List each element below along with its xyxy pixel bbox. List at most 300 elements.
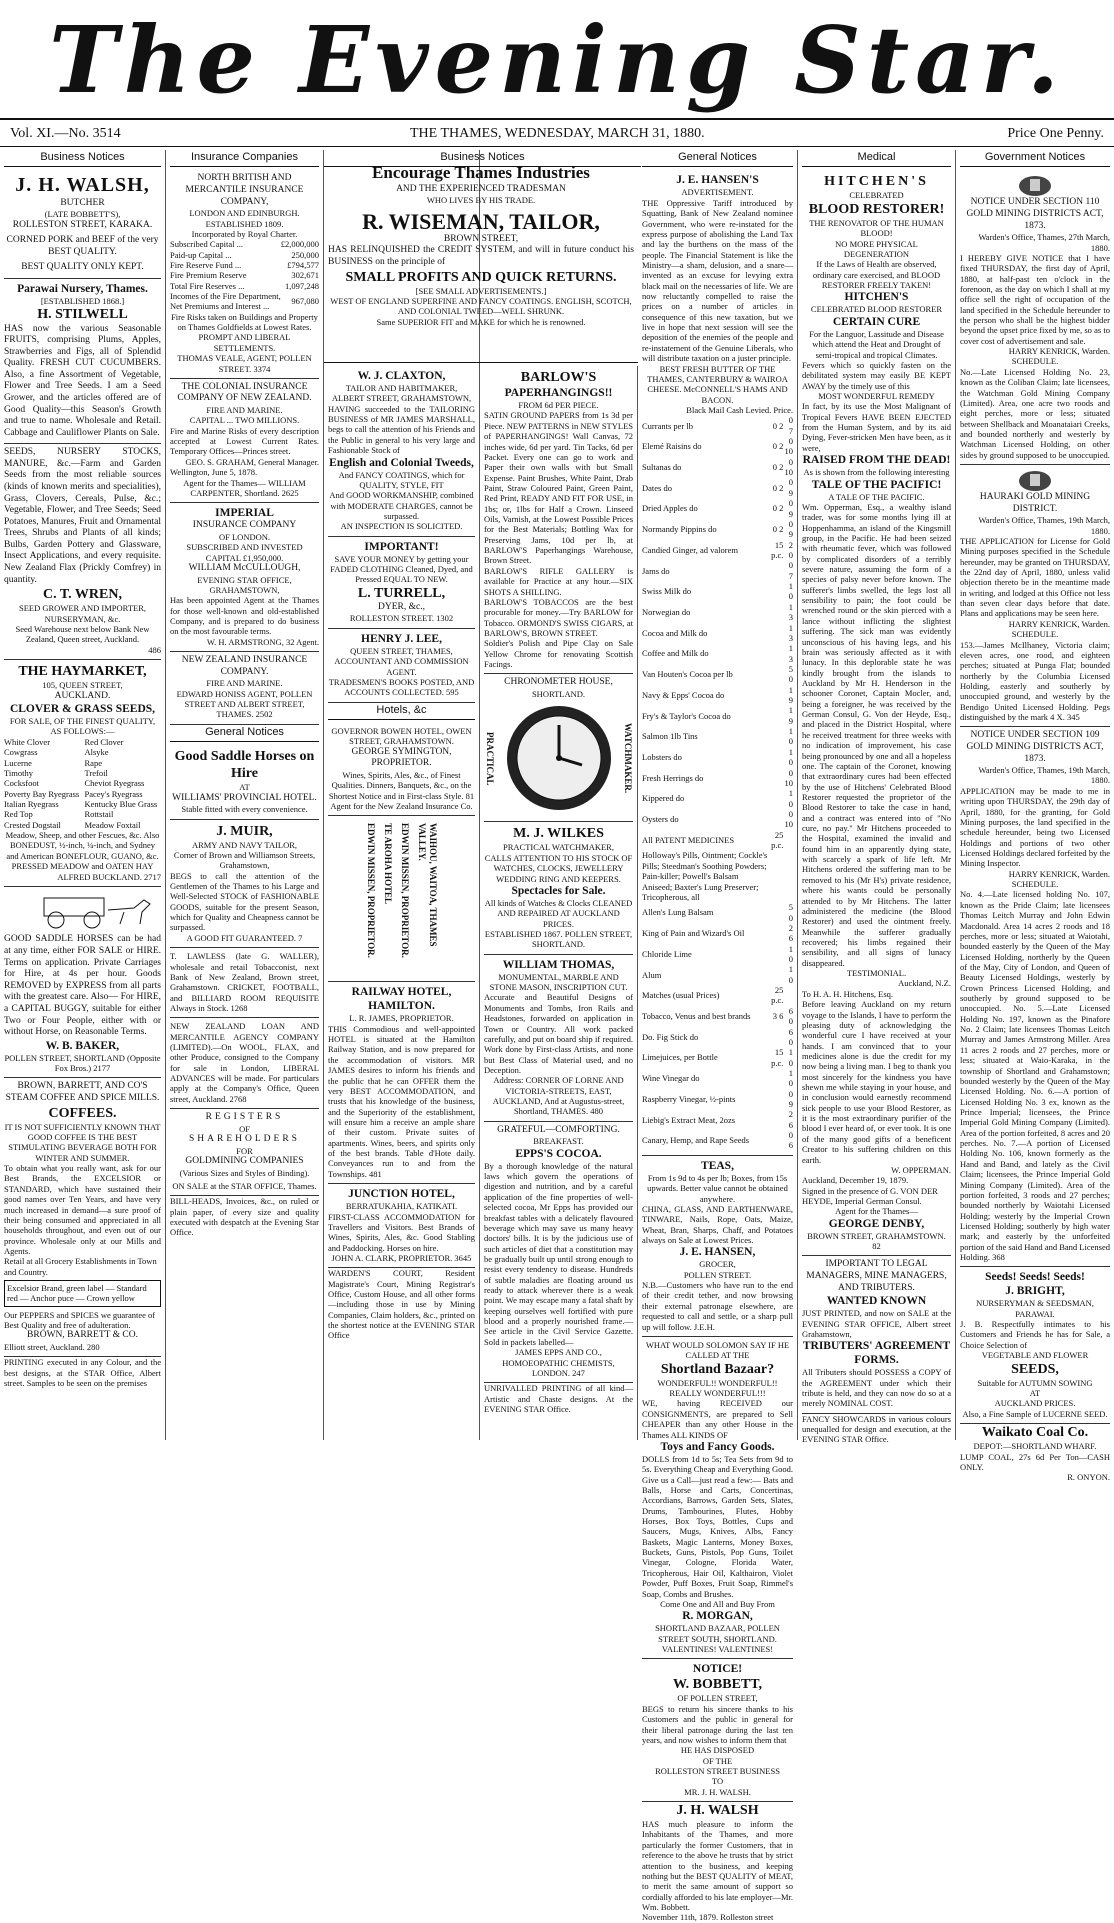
vertical-text: TE AROHA HOTEL [383,823,394,905]
nb-capital-table [170,239,319,312]
imperial-city: OF LONDON. [219,531,270,542]
row-label: Fire Reserve Fund ... [170,259,242,270]
agent-for: Agent for the Thames— [835,1206,918,1217]
warden-court-notice: WARDEN'S COURT, Resident Magistrate's Court, Mining Registrar's Office, Custom House, and all other forms—including those in use by Mining Companies, Claim holders, &c., printed on the shortest notice at the EVENING STAR Office [328,1268,475,1341]
bobbett-name: W. BOBBETT, [672,1677,763,1693]
haymarket-sub: FOR SALE, OF THE FINEST QUALITY, AS FOLLOWS:— [9,716,156,737]
bazaar-one: Come One and All and Buy From [660,1598,775,1609]
reg-2: OF [239,1123,250,1134]
railway-body: THIS Commodious and well-appointed HOTEL is situated at the Hamilton Railway Station, and is now prepared for the accommodation of visitors. MR JAMES desires to inform his friends and the public that he can OFFER them the very BEST ACCOMMODATION, and trusts that his knowledge of the business, and the Superiority of the establishment, will ensure him a receive an ample share of their custom. Private suites of apartments. Wines, beers, and spirits only of the best brands. Table d'Hote daily. Conveyances run to and from the Townships. 481 [328,1023,475,1179]
nursery-est: [ESTABLISHED 1868.] [40,296,125,307]
horses-head: Good Saddle Horses on Hire [174,749,315,782]
tributers-forms: TRIBUTERS' AGREEMENT FORMS. [802,1340,951,1367]
item-price [769,1089,783,1110]
wren-ad [4,444,161,660]
item-name: Limejuices, per Bottle [642,1052,718,1063]
seed-item: Poverty Bay Ryegrass [4,788,80,799]
seeds-head: Seeds! Seeds! Seeds! [985,1271,1085,1284]
barlow-ad [484,366,633,674]
cure-for: For the Languor, Lassitude and Disease which attend the Heat and Drought of semi-tropical and tropical Climates. [809,328,944,360]
testimonial-sign: W. OPPERMAN. [891,1164,951,1175]
item-price [769,560,783,581]
masthead [0,0,1114,120]
chron-title: CHRONOMETER HOUSE, [504,677,613,688]
showcards-notice: FANCY SHOWCARDS in various colours unequalled for design and execution, at the EVENING STAR Office. [802,1413,951,1445]
railway-title: RAILWAY HOTEL, HAMILTON. [351,986,452,1013]
wanted-known: WANTED KNOWN [826,1295,927,1308]
reg-5: GOLDMINING COMPANIES [185,1156,304,1167]
wiseman-street: BROWN STREET, [443,233,519,244]
row-label: Subscribed Capital ... [170,239,243,250]
colonial-agent: Agent for the Thames— WILLIAM CARPENTER, Shortland. 2625 [183,477,306,498]
bbc-addr: Elliott street, Auckland. 280 [4,1342,100,1353]
wiseman-slogan: SMALL PROFITS AND QUICK RETURNS. [345,269,617,285]
item-price: 15 p.c. [771,1047,784,1068]
item-name: Do. Fig Stick do [642,1031,699,1042]
important-head: IMPORTANT! [364,540,439,553]
teas-name: J. E. HANSEN, [679,1246,756,1259]
fact: In fact, by its use the Most Malignant of Tropical Fevers HAVE BEEN EJECTED from the Human System, and by its aid Dying, Fever-stricken Men have been, as it were, [802,401,951,453]
coffees-retail: Retail at all Grocery Establishments in Town and Country. [4,1256,157,1277]
item-price [769,664,783,685]
testimonial-place: Auckland, N.Z. [898,978,951,989]
table-row [170,281,319,291]
table-row [642,705,793,726]
vertical-text: EDWIN MISSEN, PROPRIETOR. [366,823,377,959]
row-value: 250,000 [291,249,319,260]
muir-addr: Corner of Brown and Williamson Streets, Grahamstown, [173,849,316,871]
horses-at: AT [239,782,250,793]
item-price: 0 2 [772,441,784,452]
section-header: Government Notices [960,150,1110,167]
row-value: £2,000,000 [280,239,319,250]
item-price [769,788,783,809]
item-price [769,809,783,830]
coffees-body: To obtain what you really want, ask for our Best Brands, the EXCELSIOR or STANDARD, which have sustained their good names over Ten Years, and have very much increased in demand—a sure proof of their being consumed and appreciated in all households throughout, and even out of our province. Wholesale only at our Mills and Agents. [4,1163,161,1256]
nursery-title: Parawai Nursery, Thames. [17,283,148,296]
nz-loan-ad: NEW ZEALAND LOAN AND MERCANTILE AGENCY COMPANY (LIMITED).—On WOOL, FLAX, and other Produce, consigned to the Company for sale in London, LIBERAL ADVANCES will be made. For particulars apply at the Company's Office, Queen street, Auckland. 2768 [170,1018,319,1109]
bbc-title: BROWN, BARRETT, AND CO'S STEAM COFFEE AND SPICE MILLS. [5,1081,160,1103]
governor-bowen-ad [328,723,475,816]
table-row [642,1089,793,1110]
bill-heads-notice: BILL-HEADS, Invoices, &c., on ruled or plain paper, of every size and quality executed with despatch at the Evening Star Office. [170,1196,319,1238]
nz-agent: EDWARD HONISS AGENT, POLLEN STREET AND ALBERT STREET, THAMES. 2502 [176,688,313,720]
section-header: General Notices [170,725,319,742]
morgan-name: R. MORGAN, [682,1610,753,1623]
table-row [170,250,319,260]
item-price: 5 0 [788,902,793,923]
printing-notice: PRINTING executed in any Colour, and the best designs, at the STAR Office, Albert street. Samples to be seen on the premises [4,1357,161,1389]
hansen-ad [642,170,793,1155]
tale-body: Wm. Opperman, Esq., a wealthy island trader, was for some months lying ill at Hoppenhamma, an island of the Kingsmill group, in the Pacific. He had been seized with rheumatic fever, which was followed by complicated disorders of a terribly severe nature, assuming the form of a species of palsy never before known. The sufferer's limbs swelled, the legs lost all sensibility to pain; the foot could be wrenched round or the skin pierced with a lance without inflicting the slightest suffering. The sick man was evidently unconscious of his having legs, and his brain was seriously affected as it with lunacy. In this deplorable state he was kindly brought from the islands to Auckland by Mr H. Henderson in the schooner Coronet, Captain Mocler, and, being a foreigner, he was received by the German Consul, G. Von der Heyde, Esq., and placed in the District Hospital, where he received treatment for three weeks with no indication of improvement, his case being pronounced by one and all a hopeless one. The captain of the Coronet, knowing that extraordinary cures had been effected by the use of Hitchens' Celebrated Blood Restorer requested the proprietor of the Blood Restorer to take the case in hand, and a contract was entered into of "No cure, no pay." Mr Hitchens proceeded to the Hospital, examined the invalid and found him in an apparently dying state, with scarcely a spark of life left. Mr Hitchens ordered the suffering man to be removed to his (Mr H's) private residence, where his wants could be personally attended to by Mr Hitchens. The latter administered the medicine (the Blood Restorer) and used the ointment freely. Meanwhile the sufferer gradually recovered; his limbs regained their sensibility, and all signs of lunacy disappeared. [802,501,951,968]
notice1-schedule: No.—Late Licensed Holding No. 23, known as the Coliban Claim; late licensees, the Watchman Gold Mining Company (Limited). Area, one acre two roods and eight perches, more or less; situated between Shellback and Moanataiari Creeks, and bounded northerly and westerly by Watchman Licensed Holding, on other sides by ground supposed to be unoccupied. [960,366,1110,460]
item-price: 1 0 [788,746,793,768]
item-name: Norwegian do [642,606,691,617]
unrivalled-printing-notice: UNRIVALLED PRINTING of all kind—Artistic and Chaste designs. At the EVENING STAR Office. [484,1383,633,1414]
masthead-title: The Evening Star. [49,6,1065,114]
walsh-ad [4,170,161,279]
table-row [642,623,793,644]
baker-body: GOOD SADDLE HORSES can be had at any time, either FOR SALE or HIRE. Terms on application. Private Carriages for Hire, at 4s per hour. Goods REMOVED by EXPRESS from all parts with the greatest care. Also— For HIRE, a CAPITAL BUGGY, suitable for either Two or Four People, either with or without Horse, on Reasonable Terms. [4,934,161,1038]
baker-addr: POLLEN STREET, SHORTLAND (Opposite Fox Bros.) 2177 [4,1052,161,1074]
item-price [769,726,783,747]
spectacles-body: All kinds of Watches & Clocks CLEANED AND REPAIRED AT AUCKLAND PRICES. [484,897,633,929]
junction-title: JUNCTION HOTEL, [348,1188,455,1201]
table-row [642,1047,793,1068]
claxton-trade: TAILOR AND HABITMAKER, [345,383,458,394]
renovator: THE RENOVATOR OF THE HUMAN BLOOD! [809,217,944,239]
baker-name: W. B. BAKER, [45,1039,120,1052]
item-price: 25 p.c. [771,985,784,1006]
price: Price One Penny. [1007,126,1104,141]
item-price: 6 0 [788,1026,793,1047]
hauraki-ad [960,465,1110,727]
hauraki-head: HAURAKI GOLD MINING DISTRICT. [979,492,1091,514]
solomon: WHAT WOULD SOLOMON SAY IF HE CALLED AT THE [645,1339,790,1361]
haymarket-addr: 105, QUEEN STREET, [42,680,123,691]
colonial-date: Wellington, June 5, 1878. [170,467,258,478]
walsh2-date: November 11th, 1879. Rolleston street [642,1912,774,1923]
gov-agent: Agent for the New Zealand Insurance Co. [330,800,473,811]
shown: As is shown from the following interesting [803,467,950,478]
item-price [783,830,793,851]
hauraki-schedule: 153.—James McIlhaney, Victoria claim; eleven acres, one rood, and eighteen perches; situated at Punga Flat; bounded northerly by the Columbia Licensed Holding, easterly and southerly by unoccupied ground, and westerly by the Bendigo United Licensed Holding. Pegs distinguished by the mark 4 X. 345 [960,639,1110,723]
bobbett-business: ROLLESTON STREET BUSINESS [655,1765,780,1776]
item-name: Navy & Epps' Cocoa do [642,689,725,700]
item-price: 5 0 [788,663,793,685]
section-header: Hotels, &c [328,703,475,720]
item-price [769,747,783,768]
item-price [769,1027,783,1048]
item-price [769,768,783,789]
gov-hotel: GOVERNOR BOWEN HOTEL, OWEN STREET, GRAHAMSTOWN. [331,726,472,747]
muir-tag: A GOOD FIT GUARANTEED. 7 [186,932,303,943]
table-row [642,923,793,944]
nb-est: ESTABLISHED 1809. [205,218,284,229]
item-name: Jams do [642,565,670,576]
item-price [783,850,793,902]
vertical-text: WAIHOU, WAITOA, THAMES VALLEY. [416,823,438,947]
table-row [642,809,793,830]
notice1-head: NOTICE UNDER SECTION 110 GOLD MINING DISTRICTS ACT, 1873. [966,197,1104,231]
haymarket-title: THE HAYMARKET, [18,664,147,680]
item-price: 1 0 [788,1067,793,1089]
wiseman-see: [SEE SMALL ADVERTISEMENTS.] [415,285,547,296]
item-name: Fresh Herrings do [642,772,704,783]
waikato-coal-ad [960,1424,1110,1483]
wren-trade: SEED GROWER AND IMPORTER, NURSERYMAN, &c. [19,603,146,624]
bright-prices: AUCKLAND PRICES. [994,1398,1076,1409]
haymarket-ad [4,660,161,887]
lee-name: HENRY J. LEE, [361,632,442,645]
column-3-lower [324,366,480,1440]
item-price [769,685,783,706]
baker-ad [4,887,161,1079]
item-price: 1 3 [788,601,793,623]
royal-arms-icon [1015,173,1055,197]
coffees-head: COFFEES. [48,1105,117,1121]
item-name: Sultanas do [642,461,682,472]
barlow-title: BARLOW'S [520,370,597,385]
junction-body: FIRST-CLASS ACCOMMODATION for Travellers and Visitors. Best Brands of Wines, Spirits, Ales, &c. Good Stabling and Paddocking. Horses on hire. [328,1211,475,1253]
seed-item: Meadow Foxtail [84,819,141,830]
claxton-tweeds: English and Colonial Tweeds, [329,456,474,469]
item-price: 1 3 [788,622,793,643]
item-price: 1 0 [788,581,793,602]
tributers-ad [802,1256,951,1413]
item-price: 0 6 [788,1130,793,1151]
item-name: Liebig's Extract Meat, 2ozs [642,1114,736,1125]
item-name: Cocoa and Milk do [642,627,708,638]
seed-item: Cheviot Ryegrass [84,778,145,789]
hansen-sub: ADVERTISEMENT. [681,187,754,198]
epps-head: GRATEFUL—COMFORTING. [497,1124,620,1135]
lee-ad [328,629,475,703]
item-price: 1 9 [788,684,793,706]
table-row [642,985,793,1006]
bright-at: AT [1029,1388,1041,1398]
column-5 [638,150,798,1923]
item-price: 2 6 [788,1109,793,1130]
nb-sign: THOMAS VEALE, AGENT, POLLEN STREET. 3374 [177,353,312,374]
seed-item: Cowgrass [4,747,38,758]
bobbett-to: TO [711,1776,724,1787]
claxton-fancy: And FANCY COATINGS, which for QUALITY, STYLE, FIT [338,469,465,490]
bazaar-body: WE, having RECEIVED our CONSIGNMENTS, are prepared to Sell CHEAPER than any other House in the Thames ALL KINDS OF [642,1398,793,1440]
muir-trade: ARMY AND NAVY TAILOR, [191,839,298,850]
item-name: Swiss Milk do [642,586,692,597]
clock-row [484,699,633,817]
notice-110-ad [960,170,1110,465]
hansen-title: J. E. HANSEN'S [676,174,759,187]
haymarket-tail: Meadow, Sheep, and other Fescues, &c. Also BONEDUST, ½-inch, ¼-inch, and Sydney and American BONEFLOUR, GUANO, &c. PRESSED MEADOW and OATEN HAY [5,830,160,872]
toys-head: Toys and Fancy Goods. [660,1440,775,1453]
teas-body: From 1s 9d to 4s per lb; Boxes, from 15s upwards. Better value cannot be obtained anywhere. [647,1172,788,1204]
item-name: All PATENT MEDICINES [642,834,735,845]
table-row [642,560,793,581]
column-4 [480,366,638,1440]
bobbett-of: OF POLLEN STREET, [677,1693,758,1704]
remedy: MOST WONDERFUL REMEDY [818,390,935,401]
tale-head: TALE OF THE PACIFIC! [811,478,942,491]
seed-item: Italian Ryegrass [4,799,59,809]
item-price: 0 2 [772,420,784,431]
row-value: 1,097,248 [285,280,319,291]
horses-body: Stable fitted with every convenience. [181,804,308,815]
claxton-name: W. J. CLAXTON, [357,370,446,382]
item-price [769,705,783,726]
turrell-addr: ROLLESTON STREET. 1302 [349,613,454,624]
item-name: Oysters do [642,814,679,825]
seed-item: Rottstail [84,809,114,820]
wiseman-body: HAS RELINQUISHED the CREDIT SYSTEM, and will in future conduct his BUSINESS on the principle of [328,245,634,268]
item-price: 2 0 [788,539,793,560]
lee-addr: QUEEN STREET, THAMES, [350,645,453,656]
seed-item: Red Top [4,809,33,820]
thomas-name: WILLIAM THOMAS, [502,958,615,971]
chronometer-ad [484,674,633,822]
table-row [642,685,793,706]
testimonial-body: Before leaving Auckland on my return voyage to the Islands, I have to perform the pleasing duty of acknowledging the wonderful cure I have received at your hands. I am convinced that to your medicines alone is due the credit for my now being a living man. I beg to thank you most sincerely for the kindness you have shewn me while staying in your house, and in conclusion would earnestly recommend sick people to use your Blood Restorer, as it is the most extraordinary purifier of the blood I ever heard of, or ever took. It is one of the many good gifts of a beneficent Creator to his suffering children on this earth. [802,999,951,1165]
column-1 [0,150,166,1440]
item-price: 25 p.c. [771,829,784,851]
bazaar-ad [642,1337,793,1659]
imperial-sub: INSURANCE COMPANY [192,520,297,531]
haymarket-head: CLOVER & GRASS SEEDS, [9,703,156,716]
walsh-body: CORNED PORK and BEEF of the very BEST QUALITY. [6,235,159,257]
item-name: Candied Ginger, ad valorem [642,544,738,555]
item-price [769,623,783,644]
dolls-body: DOLLS from 1d to 5s; Tea Sets from 9d to 5s. Everything Cheap and Everything Good. Give us a Call—just read a few:— Bats and Balls, Horse and Carts, Concertinas, Accordians, Barrows, Garden Sets, Slates, Drums, Tambourines, Flutes, Hobby Horses, Box Toys, Bottles, Cups and Saucers, Mugs, Knives, Albs, Fancy Baskets, Magic Lanterns, Money Boxes, Buckets, Guns, Pistols, Pop Guns, Toilet Vinegar, Cologne, Florida Water, Tricopherous, Hair Oil, Kalthairon, Violet Powder, Puff Boxes, Fruit Soap, Rimmel's Soap, Combs and Brushes. [642,1453,793,1599]
notice-109-ad [960,727,1110,1267]
item-name: Fry's & Taylor's Cocoa do [642,710,731,721]
bright-veg: VEGETABLE AND FLOWER [981,1350,1089,1361]
bright-ad [960,1267,1110,1424]
table-row [170,270,319,280]
claxton-insp: AN INSPECTION IS SOLICITED. [340,521,463,532]
hansen-body: THE Oppressive Tariff introduced by Squatting, Bank of New Zealand nominee Government, who were re-instated for the express purpose of abolishing the Land Tax and lay the burthens on the mass of the people. The Financial Statement is like the Ministry—a sham, delusion, and a snare—invented as an excuse for levying extra black mail on the necessaries of life. We are now reluctantly compelled to raise the prices on a number of articles in consequence of this new taxation, but we live in hope that next session will see the deposition of the enemies of the people and re-instatement of the Genuine Liberals, who will distribute taxation on a juster principle. [642,197,793,364]
barlow-polish: Soldier's Polish and Pipe Clay on Sale Yellow Chrome for renovating Scottish Facings. [484,638,633,670]
item-price [769,581,783,602]
section-header: Business Notices [324,150,641,167]
barlow-rifle: BARLOW'S RIFLE GALLERY is available for Practice at any hour.—SIX SHOTS A SHILLING. [484,565,633,597]
imperial-agent: WILLIAM McCULLOUGH, [188,562,301,573]
bright-seeds: SEEDS, [1011,1361,1059,1377]
hansen-price-table [642,415,793,1151]
lee-books: TRADESMEN'S BOOKS POSTED, AND ACCOUNTS COLLECTED. 595 [328,676,475,698]
item-price [769,944,783,965]
barlow-tobacco: BARLOW'S TOBACCOS are the best procurable for money.—Try BARLOW for Tobacco. ORMOND'S SWISS CIGARS, at BARLOW'S, BROWN STREET. [484,596,633,638]
walsh-notice [642,1802,793,1923]
brands-note: Excelsior Brand, green label — Standard red — Anchor puce — Crown yellow [4,1280,161,1307]
hauraki-sign: HARRY KENRICK, Warden. [1008,618,1110,629]
row-label: Paid-up Capital ... [170,249,232,260]
item-price: 0 7 [788,560,793,581]
column-6 [798,150,956,1445]
te-aroha-ad [328,816,475,982]
railway-hotel-ad [328,982,475,1184]
item-price: 1 0 [788,726,793,747]
waikato-depot: DEPOT:—SHORTLAND WHARF. [973,1441,1097,1452]
item-price [769,902,783,923]
restorer-title: BLOOD RESTORER! [808,201,945,217]
seed-item: Crested Dogstail [4,819,61,830]
item-price: 0 2 [772,461,784,472]
stilwell-ad [4,279,161,444]
item-price: 0 9 [788,518,793,540]
denby-addr: BROWN STREET, GRAHAMSTOWN. 82 [807,1230,946,1252]
schedule-head: SCHEDULE. [1011,629,1059,640]
issue-date: THE THAMES, WEDNESDAY, MARCH 31, 1880. [410,126,705,141]
column-7 [956,150,1114,1483]
notice2-body: APPLICATION may be made to me in writing upon THURSDAY, the 29th day of April, 1880, for the granting, for Gold Mining purposes, the land specified in the schedule hereunder, being two Licensed Holdings and portions of two other Licensed Holdings declared forfeited by the Mining Inspector. [960,785,1110,869]
item-price: 0 10 [784,808,793,830]
seed-item: Red Clover [84,736,124,747]
bright-body: J. B. Respectfully intimates to his Customers and Friends he has for Sale, a Choice Selection of [960,1319,1110,1350]
nb-inc: Incorporated by Royal Charter. [191,228,298,239]
encourage-sub2: WHO LIVES BY HIS TRADE. [426,195,536,206]
denby-name: GEORGE DENBY, [828,1217,925,1230]
seed-item: Alsyke [84,747,109,758]
nz-insurance-ad [170,652,319,725]
colonial-title: THE COLONIAL INSURANCE COMPANY OF NEW ZEALAND. [177,381,312,404]
seed-item: Kentucky Blue Grass [84,799,158,809]
item-price [769,964,783,985]
testimonial-to: To H. A. H. Hitchens, Esq. [802,988,894,999]
notice2-schedule: No. 4.—Late licensed holding No. 107, known as the Pride Claim; late licensees Thomas Leitch Murray and John Edwin Macdonald. Area 14 acres 2 roods and 18 perches, more or less; situated at Waiotahi, bounded easterly by the Queen of the May Licensed Holding, northerly by the Queen of the May, City of London, and Queen of Beauty Licensed Holdings, westerly by Crown Princess Licensed Holding, and southerly by ground supposed to be unoccupied. No. 5.—Late Licensed Holding No. 197, known as the Pinafore No. 2 Claim; late licensees Thomas Leitch Murray and James Armstrong Miller. Area 11 acres 2 roods and 27 perches, more or less; situated at Waio-Karaka, in the township of Shortland and Grahamstown; bounded westerly by the Queen of the May Licensed Holding. No. 6.—A portion of Licensed Holding No. 3 ex, known as the Prince Imperial; licensees, the Prince Imperial Gold Mining Company (Limited). Area of the portion forfeited, 8 acres and 20 perches. No. 7.—A portion of Licensed Holding No. 106, known formerly as the Hand and Band, and lately as the Civil Claim; licensees, the Prince Imperial Gold Mining Company (Limited). Area of the portion forfeited, 3 roods and 27 perches; bounded northerly by Waiotahi Licensed Holding; westerly by the Imperial Crown Licensed Holding; southerly by high water mark; and easterly by the unforfeited portion of the said Hand and Band Licensed Holding. 368 [960,889,1110,1263]
haymarket-city: AUCKLAND. [54,690,111,701]
item-price: 1 9 [788,705,793,726]
table-row [642,643,793,664]
railway-prop: L. R. JAMES, PROPRIETOR. [349,1013,454,1024]
schedule-head: SCHEDULE. [1011,356,1059,367]
nz-title: NEW ZEALAND INSURANCE COMPANY. [181,655,308,677]
bobbett-body: BEGS to return his sincere thanks to his Customers and the public in general for their liberal patronage during the last ten years, and now wishes to inform them that [642,1703,793,1745]
certain-cure: CERTAIN CURE [832,315,921,328]
spectacles-est: ESTABLISHED 1867. POLLEN STREET, SHORTLAND. [484,928,633,950]
item-price [769,923,783,944]
important-legal: IMPORTANT TO LEGAL MANAGERS, MINE MANAGERS, AND TRIBUTERS. [806,1259,947,1293]
bright-suit: Suitable for AUTUMN SOWING [977,1377,1093,1388]
thomas-body: Accurate and Beautiful Designs of Monuments and Tombs, Iron Rails and Headstones, forwarded on application in Town or Country. All work packed carefully, and put on board ship if required. Work done by First-class Artists, and none but Best Class of Material used, and no Deception. [484,992,633,1075]
epps-body: By a thorough knowledge of the natural laws which govern the operations of digestion and nutrition, and by a careful application of the fine properties of well-selected cocoa, Mr Epps has provided our breakfast tables with a delicately flavoured beverage which may save us many heavy doctors' bills. It is by the judicious use of such articles of diet that a constitution may be gradually built up until strong enough to resist every tendency to disease. Hundreds of subtle maladies are floating around us ready to attack wherever there is a weak point. We may escape many a fatal shaft by keeping ourselves well fortified with pure blood and a properly nourished frame.—See article in the Civil Service Gazette. Sold in packets labelled— [484,1160,633,1347]
wonderful: WONDERFUL!! WONDERFUL!! REALLY WONDERFUL!!! [657,1377,778,1399]
no-more: NO MORE PHYSICAL DEGENERATION [835,238,918,259]
item-name: Allen's Lung Balsam [642,907,714,918]
table-row [642,944,793,965]
waikato-sign: R. ONYON. [1067,1472,1110,1483]
table-row [642,1027,793,1048]
schedule-head: SCHEDULE. [1011,879,1059,890]
item-price: 0 10 [784,436,793,457]
gov-body: Wines, Spirits, Ales, &c., of Finest Qualities. Dinners, Banquets, &c., on the Shortest Notice and in First-class Style. 81 [328,769,475,801]
hansen-butter: BEST FRESH BUTTER OF THE THAMES, CANTERBURY & WAIROA CHEESE. McCONNELL'S HAMS AND BACON. [647,363,788,405]
coffees-sub: IT IS NOT SUFFICIENTLY KNOWN THAT GOOD COFFEE IS THE BEST STIMULATING BEVERAGE BOTH FOR WINTER AND SUMMER. [4,1121,161,1163]
item-price: 1 0 [788,788,793,809]
row-label: Total Fire Reserves ... [170,280,245,291]
table-row [642,788,793,809]
item-name: Normandy Pippins do [642,524,717,535]
item-price: 15 p.c. [771,539,784,560]
table-row [642,830,793,851]
item-name: Lobsters do [642,752,682,762]
table-row [642,436,793,457]
barlow-body: SATIN GROUND PAPERS from 1s 3d per Piece. NEW PATTERNS in NEW STYLES of PAPERHANGINGS! Wall Canvas, 72 inches wide, 6d per yard. Tin Tacks, 6d per Packet. Every one can go to work and Paper their own walls with but Small Expense. Paint Brushes, White Paint, Drab Paint, Straw Coloured Paint, Green Paint, Red Print, READY AND FIT FOR USE, in 1bs; or, 1lbs for Half a Crown. Linseed Oils, Varnish, at the Lowest Possible Prices for the Best Materials; Bottling Wax for Preserving Jams, 10d per lb, at BARLOW'S Paperhangings Warehouse, Brown Street. [484,410,633,566]
item-price: 0 10 [784,767,793,788]
walsh-trade: BUTCHER [60,197,105,208]
item-price: 0 9 [788,1088,793,1110]
hauraki-body: THE APPLICATION for License for Gold Mining purposes specified in the Schedule hereunder, may be granted on THURSDAY, the 22nd day of April, 1880, unless valid objection thereto be in the meantime made in writing, and lodged at this Office not less than seven clear days before that date. Plans and applications may be seen here. [960,535,1110,619]
wren-addr: Seed Warehouse next below Bank New Zealand, Queen street, Auckland. [15,624,150,645]
seed-item: Pacey's Ryegrass [84,788,143,799]
nb-title: NORTH BRITISH AND MERCANTILE INSURANCE COMPANY, [185,173,304,207]
junction-hotel-ad [328,1184,475,1268]
item-name: Kippered do [642,793,685,804]
bobbett-of2: OF THE [702,1755,733,1766]
table-row [642,1068,793,1089]
imperial-capital: SUBSCRIBED AND INVESTED CAPITAL £1,950,000. [186,542,303,563]
nb-body: Fire Risks taken on Buildings and Property on Thames Goldfields at Lowest Rates. PROMPT AND LIBERAL SETTLEMENTS. [171,311,318,353]
hitchens-ad [802,170,951,1256]
item-price: 0 9 [788,477,793,498]
table-row [170,239,319,249]
reg-sale: ON SALE at the STAR OFFICE, Thames. [172,1181,317,1192]
table-row [642,415,793,436]
walsh-name: J. H. WALSH, [15,174,150,197]
hansen-cols: Black Mail Cash Levied. Price. [686,404,793,415]
seed-item: Trefoil [84,767,108,778]
table-row [642,1130,793,1151]
